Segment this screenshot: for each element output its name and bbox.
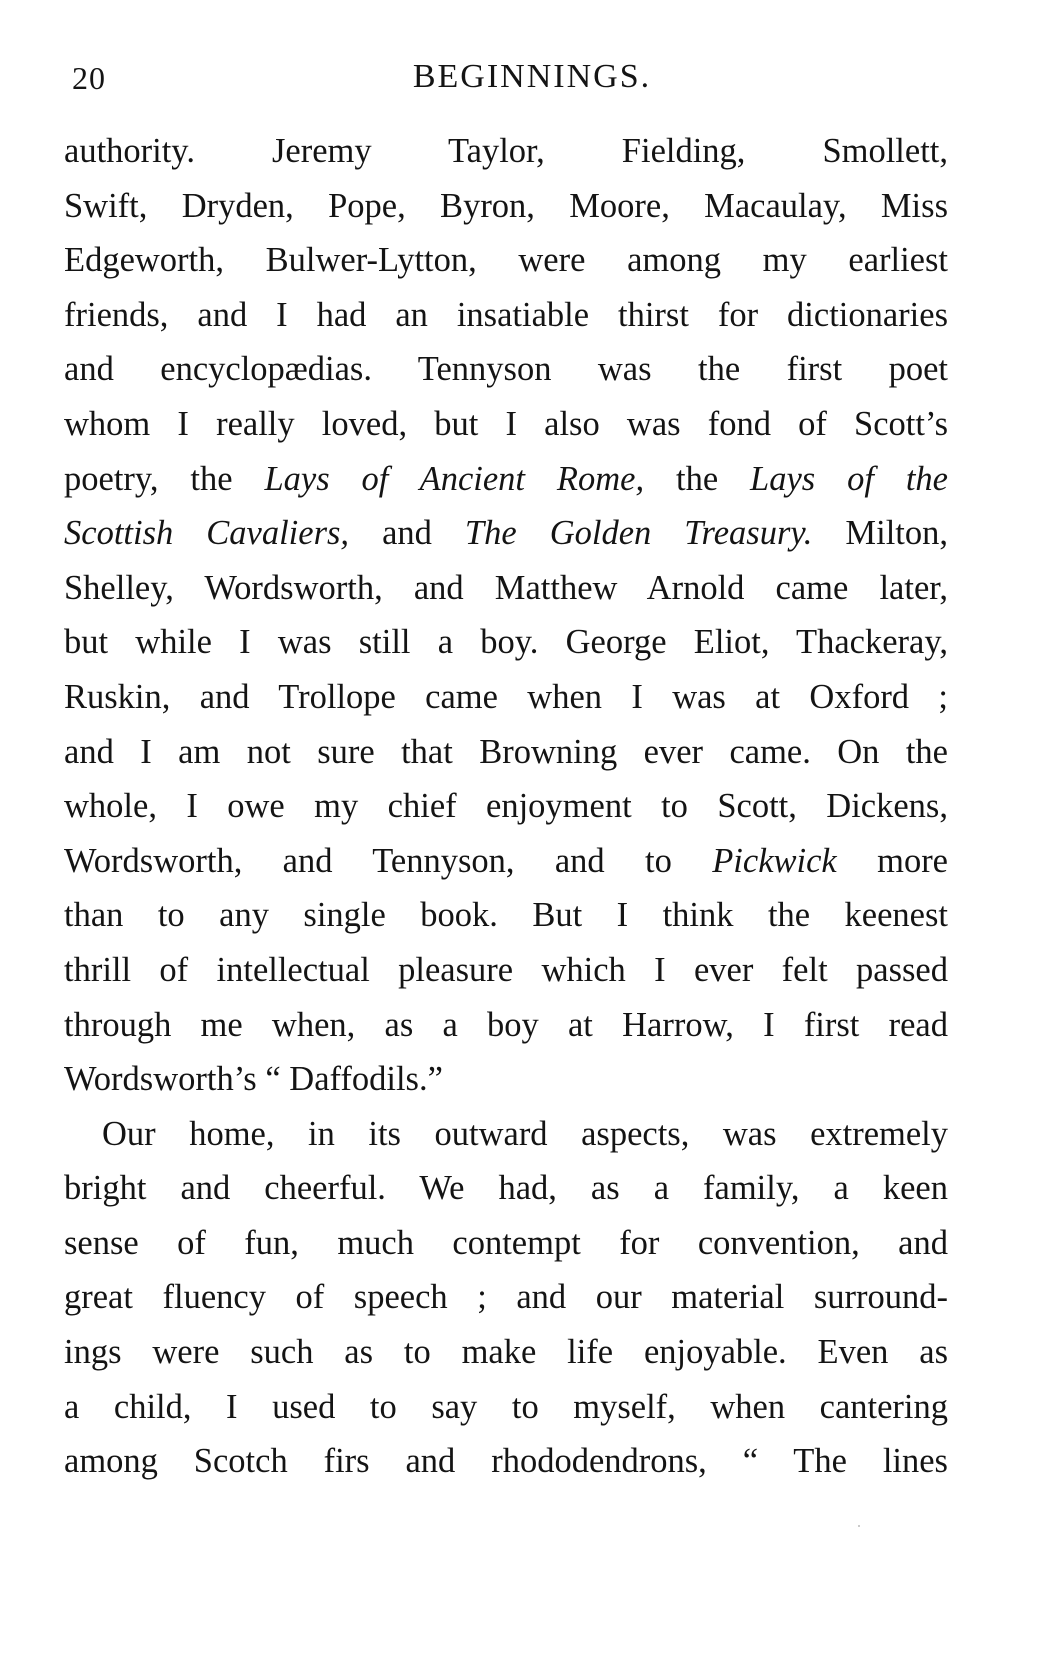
text-segment: thrill of intellectual pleasure which I ever felt passed xyxy=(64,950,948,989)
text-segment: whom I really loved, but I also was fond of Scott’s xyxy=(64,404,948,443)
text-line xyxy=(64,452,948,507)
text-segment: poetry, the xyxy=(64,459,265,498)
italic-title: Lays of Ancient Rome, xyxy=(264,459,645,498)
text-line xyxy=(64,834,948,889)
text-line xyxy=(64,1216,948,1271)
italic-title: Scottish Cavaliers, xyxy=(64,514,350,553)
page-number: 20 xyxy=(72,60,106,96)
text-line xyxy=(64,888,948,943)
text-segment: sense of fun, much contempt for convention, and xyxy=(64,1223,948,1262)
text-segment: through me when, as a boy at Harrow, I first read xyxy=(64,1005,948,1044)
text-segment: more xyxy=(836,841,948,880)
text-line xyxy=(64,1107,948,1162)
text-segment: but while I was still a boy. George Eliot, Thackeray, xyxy=(64,623,948,662)
text-segment: Wordsworth, and Tennyson, and to xyxy=(64,841,713,880)
text-segment: and xyxy=(349,514,465,553)
italic-title: Pickwick xyxy=(712,841,837,880)
text-segment: than to any single book. But I think the keenest xyxy=(64,896,948,935)
text-line xyxy=(64,288,948,343)
text-segment: among Scotch firs and rhododendrons, “ The lines xyxy=(64,1442,948,1481)
text-segment: a child, I used to say to myself, when cantering xyxy=(64,1387,948,1426)
text-line xyxy=(64,998,948,1053)
text-line xyxy=(64,1270,948,1325)
text-line xyxy=(64,1434,948,1489)
text-line xyxy=(64,615,948,670)
text-line xyxy=(64,943,948,998)
text-segment: Edgeworth, Bulwer-Lytton, were among my earliest xyxy=(64,241,948,280)
text-segment: and encyclopædias. Tennyson was the first poet xyxy=(64,350,948,389)
text-segment: Our home, in its outward aspects, was extremely xyxy=(102,1114,948,1153)
text-segment: Shelley, Wordsworth, and Matthew Arnold came later, xyxy=(64,568,948,607)
text-segment: Wordsworth’s “ Daffodils.” xyxy=(64,1060,443,1099)
text-line xyxy=(64,124,948,179)
italic-title: The Golden Treasury. xyxy=(464,514,813,553)
text-segment: Ruskin, and Trollope came when I was at Oxford ; xyxy=(64,677,948,716)
text-line xyxy=(64,1325,948,1380)
text-line xyxy=(64,179,948,234)
running-header xyxy=(72,56,952,106)
text-segment: friends, and I had an insatiable thirst for dictionaries xyxy=(64,295,948,334)
text-line xyxy=(64,1380,948,1435)
text-segment: bright and cheerful. We had, as a family, a keen xyxy=(64,1169,948,1208)
text-segment: and I am not sure that Browning ever came. On the xyxy=(64,732,948,771)
text-segment: Swift, Dryden, Pope, Byron, Moore, Macaulay, Miss xyxy=(64,186,948,225)
text-line xyxy=(64,670,948,725)
text-segment: Milton, xyxy=(812,514,948,553)
text-line xyxy=(64,1052,948,1107)
text-segment: whole, I owe my chief enjoyment to Scott, Dickens, xyxy=(64,787,948,826)
text-line xyxy=(64,561,948,616)
text-line xyxy=(64,397,948,452)
text-line xyxy=(64,506,948,561)
text-line xyxy=(64,725,948,780)
text-line xyxy=(64,1161,948,1216)
running-title: BEGINNINGS. xyxy=(412,58,652,95)
body-text xyxy=(64,124,948,1489)
text-segment: the xyxy=(644,459,751,498)
text-line xyxy=(64,779,948,834)
text-segment: ings were such as to make life enjoyable. Even as xyxy=(64,1333,948,1372)
text-line xyxy=(64,233,948,288)
text-line xyxy=(64,342,948,397)
text-segment: authority. Jeremy Taylor, Fielding, Smollett, xyxy=(64,132,948,170)
italic-title: Lays of the xyxy=(750,459,948,498)
paper-speck xyxy=(858,1525,860,1527)
text-segment: great fluency of speech ; and our material surround- xyxy=(64,1278,948,1317)
